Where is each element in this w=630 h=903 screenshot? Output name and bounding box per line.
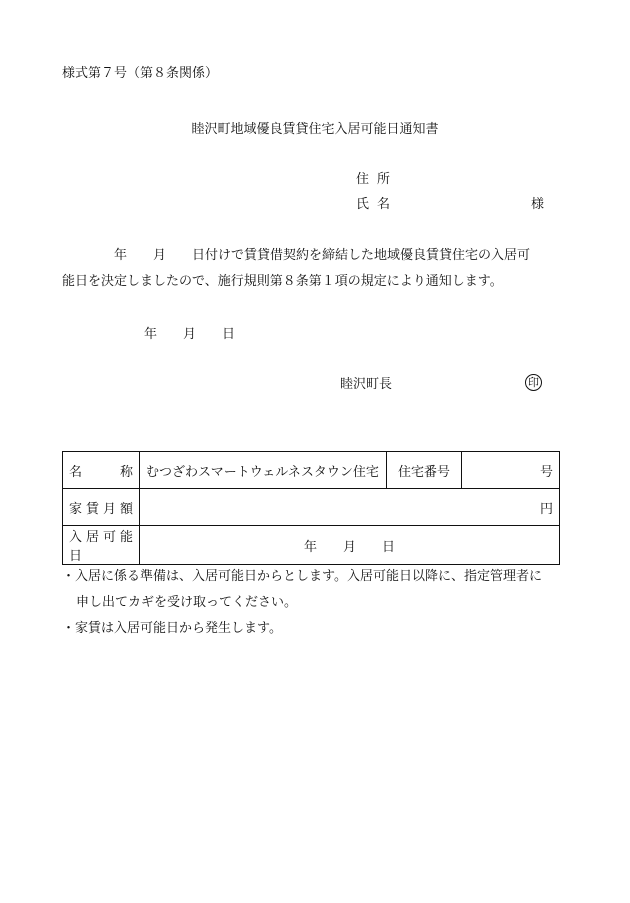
note-1-line-1: ・入居に係る準備は、入居可能日からとします。入居可能日以降に、指定管理者に — [62, 569, 542, 584]
housing-name-value: むつざわスマートウェルネスタウン住宅 — [140, 452, 387, 489]
body-text-line-1: 年 月 日付けで賃貸借契約を締結した地域優良賃貸住宅の入居可 — [62, 248, 531, 263]
move-in-date-label: 入居可能日 — [63, 526, 140, 565]
issuer-name: 睦沢町長 — [340, 377, 393, 392]
body-text-line-2: 能日を決定しましたので、施行規則第８条第１項の規定により通知します。 — [62, 274, 503, 289]
note-2: ・家賃は入居可能日から発生します。 — [62, 621, 282, 636]
housing-number-label: 住宅番号 — [387, 452, 462, 489]
form-number: 様式第７号（第８条関係） — [62, 66, 219, 81]
housing-number-value: 号 — [462, 452, 560, 489]
monthly-rent-label: 家賃月額 — [63, 489, 140, 526]
seal-icon: 印 — [525, 374, 542, 391]
note-1-line-2: 申し出てカギを受け取ってください。 — [76, 595, 298, 610]
table-row — [63, 526, 560, 565]
name-label: 氏名 — [356, 197, 399, 212]
housing-info-table — [62, 451, 560, 565]
document-title: 睦沢町地域優良賃貸住宅入居可能日通知書 — [191, 122, 439, 137]
table-row — [63, 489, 560, 526]
monthly-rent-value: 円 — [140, 489, 560, 526]
address-label: 住所 — [356, 172, 399, 187]
table-row — [63, 452, 560, 489]
issue-date: 年 月 日 — [144, 327, 236, 342]
honorific: 様 — [531, 197, 545, 212]
move-in-date-value: 年 月 日 — [140, 526, 560, 565]
housing-name-label: 名称 — [63, 452, 140, 489]
